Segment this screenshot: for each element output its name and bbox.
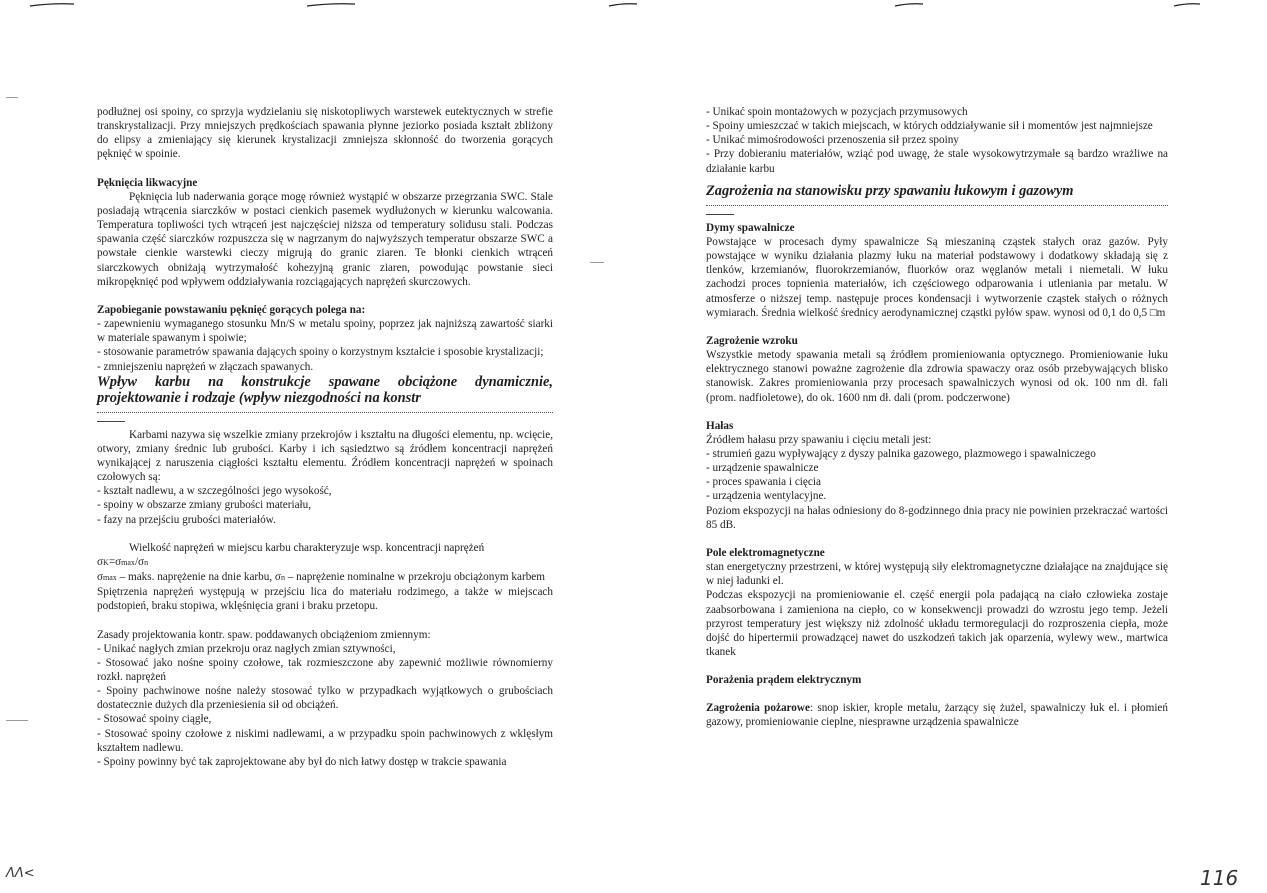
list-item: - Spoiny umieszczać w takich miejscach, w których oddziaływanie sił i momentów jest najmniejsze: [706, 120, 1153, 133]
list-item: - stosowanie parametrów spawania dających spoiny o korzystnym kształcie i sposobie krystalizacji;: [97, 346, 544, 359]
paragraph: stan energetyczny przestrzeni, w której występują siły elektromagnetyczne działające na znajdujące się w niej ładunki el.: [706, 561, 1168, 588]
section-heading: Hałas: [706, 419, 734, 432]
paragraph: Zasady projektowania kontr. spaw. poddawanych obciążeniom zmiennym:: [97, 628, 431, 641]
list-item: - strumień gazu wypływający z dyszy palnika gazowego, plazmowego i spawalniczego: [706, 447, 1096, 460]
paragraph: Karbami nazywa się wszelkie zmiany przekrojów i kształtu na długości elementu, np. wcięcie, otwory, zmiany średnic lub grubości. Karby i ich sąsiedztwo są źródłem koncentracji naprężeń wynikającej z naruszenia ciągłości kształtu elementu. Źródłem koncentracji naprężeń w spoinach czołowych są:: [97, 428, 553, 484]
section-heading: Pole elektromagnetyczne: [706, 546, 825, 559]
heading-rule: [97, 408, 553, 413]
paragraph: Poziom ekspozycji na hałas odniesiony do 8-godzinnego dnia pracy nie powinien przekraczać wartości 85 dB.: [706, 504, 1168, 531]
list-item: - zapewnieniu wymaganego stosunku Mn/S w metalu spoiny, poprzez jak najniższą zawartość siarki w materiale spawanym i spoiwie;: [97, 318, 553, 345]
right-page: [634, 0, 1267, 893]
paragraph: Zagrożenia pożarowe: snop iskier, krople metalu, żarzący się żużel, spawalniczy łuk el. i płomień gazowy, promieniowanie cieplne, niesprawne urządzenia spawalnicze: [706, 702, 1168, 729]
section-heading: Zapobieganie powstawaniu pęknięć gorących polega na:: [97, 303, 366, 316]
list-item: - spoiny w obszarze zmiany grubości materiału,: [97, 499, 312, 512]
page-number: 116: [1200, 866, 1239, 890]
paragraph: Wszystkie metody spawania metali są źródłem promieniowania optycznego. Promieniowanie łuku elektrycznego stanowi poważne zagrożenie dla zdrowia spawaczy oraz osób przebywających blisko stanowisk. Zakres promieniowania przy procesach spawalniczych wynosi od ok. 100 nm dł. fali (prom. nadfioletowe), do ok. 1600 nm dł. dali (prom. podczerwone): [706, 349, 1168, 404]
topic-heading: Zagrożenia na stanowisku przy spawaniu łukowym i gazowym: [706, 182, 1074, 199]
list-item: - Unikać nagłych zmian przekroju oraz nagłych zmian sztywności,: [97, 642, 396, 655]
paragraph: Źródłem hałasu przy spawaniu i cięciu metali jest:: [706, 433, 932, 446]
section-heading: Porażenia prądem elektrycznym: [706, 674, 862, 687]
list-item: - urządzenia wentylacyjne.: [706, 490, 827, 503]
list-item: - fazy na przejściu grubości materiałów.: [97, 513, 276, 526]
left-page: [0, 0, 633, 893]
list-item: - Unikać spoin montażowych w pozycjach przymusowych: [706, 106, 968, 118]
paragraph: Podczas ekspozycji na promieniowanie el. część energii pola padającą na ciało człowieka zostaje zaabsorbowana i zamieniona na ciepło, co w konsekwencji prowadzi do wzrostu jego temp. Jeżeli przyrost temperatury jest większy niż zdolność układu termoregulacji do rozproszenia ciepła, może dojść do hipertermii prowadzącej nawet do uszkodzeń takich jak oparzenia, wylewy wew., martwica tkanek: [706, 589, 1168, 658]
paragraph: Powstające w procesach dymy spawalnicze Są mieszaniną cząstek stałych oraz gazów. Pyły powstające w wyniku działania plazmy łuku na materiał podstawowy i dodatkowy składają się z tlenków, krzemianów, fluorokrzemianów, fluorków oraz węglanów metali i niemetali. W łuku zachodzi proces topnienia materiałów, ich częściowego odparowania i utleniania par metalu. W atmosferze o niższej temp. następuje proces kondensacji i wytworzenie cząstek stałych o różnych wymiarach. Średnia wielkość średnicy aerodynamicznej cząstki pyłów spaw. wynosi od 0,1 do 0,5 □m: [706, 235, 1168, 319]
list-item: - zmniejszeniu naprężeń w złączach spawanych.: [97, 360, 314, 373]
list-item: - kształt nadlewu, a w szczególności jego wysokość,: [97, 485, 332, 498]
list-item: - Spoiny powinny być tak zaprojektowane aby był do nich łatwy dostęp w trakcie spawania: [97, 755, 507, 768]
right-column: [706, 105, 1168, 730]
list-item: - urządzenie spawalnicze: [706, 462, 819, 475]
divider: [97, 421, 125, 422]
inline-heading: Zagrożenia pożarowe: [706, 702, 810, 715]
list-item: - Stosować spoiny czołowe z niskimi nadlewami, a w przypadku spoin pachwinowych z wklęsłym kształtem nadlewu.: [97, 727, 553, 754]
section-heading: Pęknięcia likwacyjne: [97, 176, 198, 189]
divider: [706, 214, 734, 215]
list-item: - Stosować jako nośne spoiny czołowe, tak rozmieszczone aby zapewnić możliwie równomierny rozkł. naprężeń: [97, 656, 553, 683]
paragraph: Spiętrzenia naprężeń występują w przejściu lica do materiału rodzimego, a także w miejscach podstopień, braku stopiwa, wklęśnięcia grani i braku przetopu.: [97, 586, 553, 613]
paragraph: Wielkość naprężeń w miejscu karbu charakteryzuje wsp. koncentracji naprężeń: [129, 541, 485, 554]
paragraph: Pęknięcia lub naderwania gorące mogę również wystąpić w obszarze przegrzania SWC. Stale posiadają wtrącenia siarczków w postaci cienkich pasemek wydłużonych w kierunku walcowania. Temperatura topliwości tych wtrąceń jest najczęściej niższa od temperatury solidusu stali. Podczas spawania część siarczków rozpuszcza się w nagrzanym do najwyższych temperatur obszarze SWC a powstałe cienkie warstewki cieczy migrują do granic ziaren. Te błonki cienkich wtrąceń siarczkowych obniżają wytrzymałość kohezyjną granic ziaren, powodując powstanie sieci mikropęknięć pod wpływem oddziaływania rozciągających naprężeń skurczowych.: [97, 190, 553, 288]
topic-heading: Wpływ karbu na konstrukcje spawane obciążone dynamicznie, projektowanie i rodzaje (wpływ niezgodności na konstr: [97, 373, 553, 406]
list-item: - Przy dobieraniu materiałów, wziąć pod uwagę, że stale wysokowytrzymałe są bardzo wrażliwe na działanie karbu: [706, 148, 1168, 175]
list-item: - Spoiny pachwinowe nośne należy stosować tylko w przypadkach wyjątkowych o grubościach dostatecznie dużych dla przeniesienia sił od obciążeń.: [97, 685, 553, 712]
list-item: - Unikać mimośrodowości przenoszenia sił przez spoiny: [706, 134, 959, 147]
formula: σK=σmax/σn: [97, 555, 149, 568]
list-item: - proces spawania i cięcia: [706, 476, 821, 489]
left-column: [97, 105, 553, 769]
list-item: - Stosować spoiny ciągłe,: [97, 713, 212, 726]
section-heading: Zagrożenie wzroku: [706, 334, 798, 347]
page-mark-left: ΛΛ<: [6, 866, 35, 881]
section-heading: Dymy spawalnicze: [706, 221, 795, 234]
heading-rule: [706, 201, 1168, 206]
formula-legend: σmax – maks. naprężenie na dnie karbu, σn – naprężenie nominalne w przekroju obciążonym karbem: [97, 571, 545, 584]
paragraph: podłużnej osi spoiny, co sprzyja wydzielaniu się niskotopliwych warstewek eutektycznych w strefie transkrystalizacji. Przy mniejszych prędkościach spawania płynne jeziorko posiada kształt zbliżony do elipsy a zmieniający się kierunek krystalizacji zmniejsza skłonność do tworzenia gorących pęknięć w spoinie.: [97, 106, 553, 161]
